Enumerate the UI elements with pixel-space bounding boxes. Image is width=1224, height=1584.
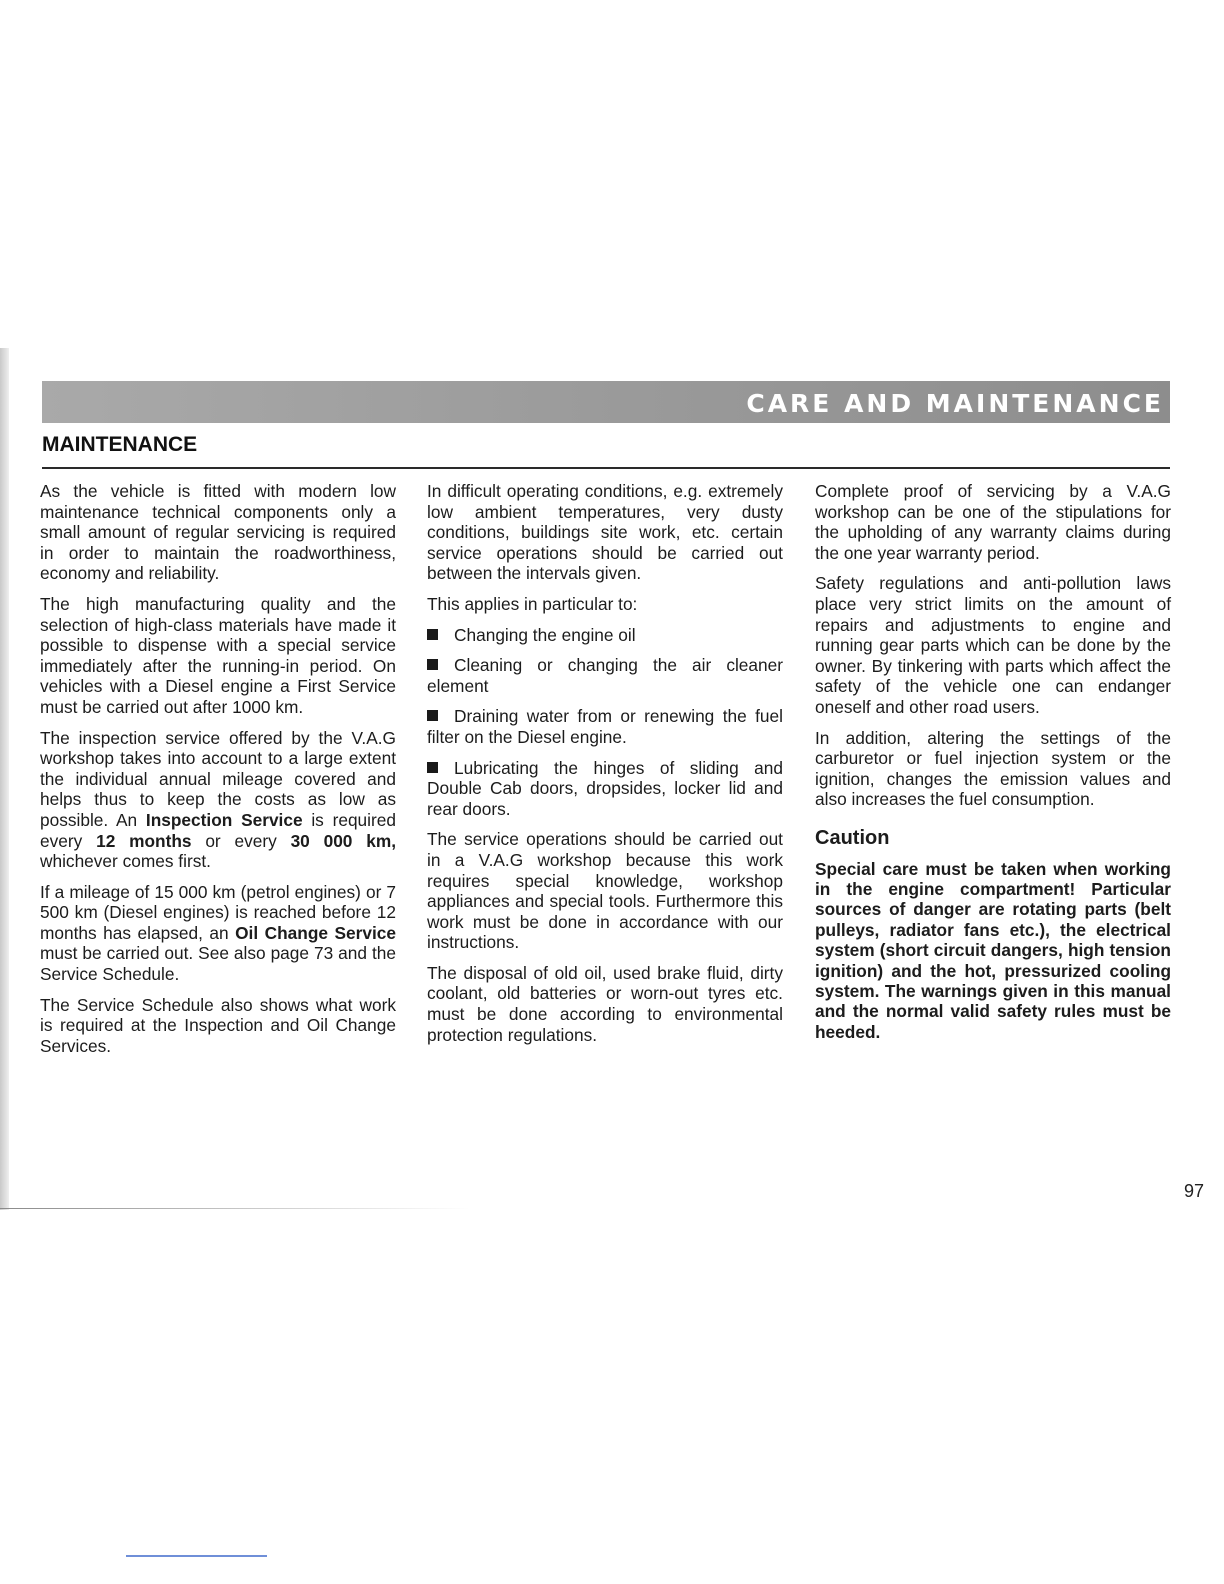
section-title: MAINTENANCE: [42, 433, 198, 456]
bullet-item: [427, 655, 783, 696]
text-run: or every: [191, 830, 291, 851]
paragraph: As the vehicle is fitted with modern low maintenance technical components only a small amount of regular servicing is required in order to maintain the roadworthiness, economy and reliability.: [40, 481, 396, 584]
blue-rule: [126, 1555, 267, 1557]
text-run: If a mileage of 15 000 km (petrol engines) or 7 500 km (Diesel engines) is reached before 12 months has elapsed, an: [40, 881, 396, 943]
paragraph: In addition, altering the settings of the carburetor or fuel injection system or the ignition, changes the emission values and also increases the fuel consumption.: [815, 727, 1171, 810]
bottom-rule: [0, 1208, 470, 1209]
bold-run: 12 months: [96, 830, 192, 851]
page-number: 97: [1184, 1181, 1205, 1201]
paragraph-oil-change: [40, 882, 396, 985]
paragraph: Complete proof of servicing by a V.A.G workshop can be one of the stipulations for the upholding of any warranty claims during the one year warranty period.: [815, 481, 1171, 563]
text-run: is required every: [40, 809, 396, 851]
text-run: must be carried out. See also page 73 and the Service Schedule.: [40, 943, 396, 985]
column-2: [427, 481, 783, 1055]
text-run: whichever comes first.: [40, 851, 211, 872]
bold-run: Oil Change Service: [235, 922, 397, 943]
square-bullet-icon: [427, 629, 438, 640]
bullet-item: [427, 758, 783, 820]
bullet-text: Cleaning or changing the air cleaner element: [427, 655, 783, 696]
square-bullet-icon: [427, 710, 438, 721]
bullet-text: Draining water from or renewing the fuel filter on the Diesel engine.: [427, 706, 783, 747]
column-1: [40, 481, 396, 1066]
caution-heading: Caution: [815, 826, 890, 849]
bold-run: 30 000 km,: [290, 830, 397, 851]
paragraph: The service operations should be carried out in a V.A.G workshop because this work requires special knowledge, workshop appliances and special tools. Furthermore this work must be done in accordance with our instructions.: [427, 829, 783, 953]
header-band: [42, 381, 1170, 423]
bullet-item: [427, 625, 783, 646]
paragraph: Safety regulations and anti-pollution laws place very strict limits on the amount of repairs and adjustments to engine and running gear parts which can be done by the owner. By tinkering with parts which affect the safety of the vehicle one can endanger oneself and other road users.: [815, 573, 1171, 717]
square-bullet-icon: [427, 659, 438, 670]
paragraph: The Service Schedule also shows what work is required at the Inspection and Oil Change Services.: [40, 994, 396, 1056]
paragraph-inspection-service: [40, 728, 396, 872]
square-bullet-icon: [427, 762, 438, 773]
caution-body: Special care must be taken when working in the engine compartment! Particular sources of danger are rotating parts (belt pulleys, radiator fans etc.), the electrical system (short circuit dangers, high tension ignition) and the hot, pressurized cooling system. The warnings given in this manual and the normal valid safety rules must be heeded.: [815, 858, 1171, 1042]
paragraph: The disposal of old oil, used brake fluid, dirty coolant, old batteries or worn-out tyres etc. must be done according to environmental protection regulations.: [427, 962, 783, 1045]
paragraph: In difficult operating conditions, e.g. extremely low ambient temperatures, very dusty conditions, buildings site work, etc. certain service operations should be carried out between the intervals given.: [427, 481, 783, 584]
text-run: The inspection service offered by the V.A.G workshop takes into account to a large extent the individual annual mileage covered and helps thus to keep the costs as low as possible. An: [40, 727, 396, 830]
paragraph: This applies in particular to:: [427, 593, 638, 614]
bullet-item: [427, 706, 783, 747]
page-edge-shadow: [0, 348, 9, 1210]
column-3: [815, 481, 1171, 1052]
title-rule: [42, 467, 1170, 469]
header-band-title: CARE AND MAINTENANCE: [746, 389, 1164, 418]
bold-run: Inspection Service: [145, 809, 303, 830]
bullet-text: Changing the engine oil: [454, 624, 636, 645]
bullet-text: Lubricating the hinges of sliding and Double Cab doors, dropsides, locker lid and rear doors.: [427, 757, 783, 819]
paragraph: The high manufacturing quality and the selection of high-class materials have made it possible to dispense with a special service immediately after the running-in period. On vehicles with a Diesel engine a First Service must be carried out after 1000 km.: [40, 593, 396, 717]
